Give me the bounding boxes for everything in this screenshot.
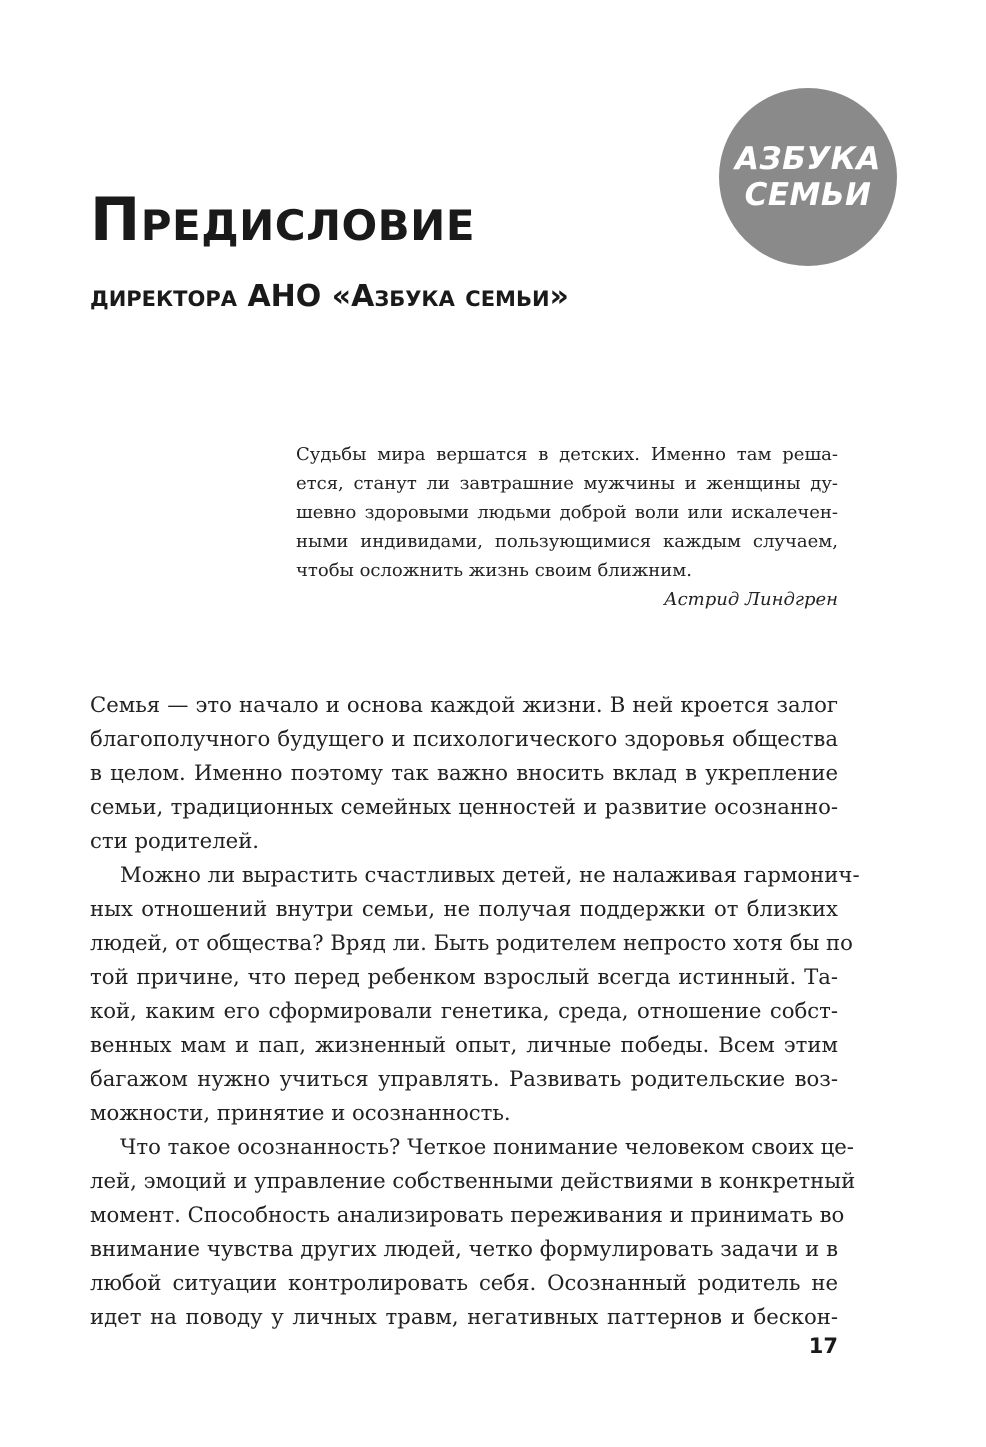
- azbuka-semyi-logo: [719, 88, 897, 266]
- epigraph: [296, 440, 838, 614]
- body-line: благополучного будущего и психологического здоровья общества: [90, 726, 838, 751]
- body-line: семьи, традиционных семейных ценностей и развитие осознанно-: [90, 794, 838, 819]
- body-line: Семья — это начало и основа каждой жизни. В ней кроется залог: [90, 692, 838, 717]
- body-line: багажом нужно учиться управлять. Развивать родительские воз-: [90, 1066, 838, 1091]
- body-line: лей, эмоций и управление собственными действиями в конкретный: [90, 1168, 856, 1193]
- body-line: в целом. Именно поэтому так важно вносить вклад в укрепление: [90, 760, 838, 785]
- body-line: сти родителей.: [90, 828, 260, 853]
- epigraph-line: шевно здоровыми людьми доброй воли или искалечен-: [296, 502, 838, 523]
- body-line: идет на поводу у личных травм, негативных паттернов и бескон-: [90, 1304, 838, 1329]
- body-line: момент. Способность анализировать переживания и принимать во: [90, 1202, 845, 1227]
- body-line: людей, от общества? Вряд ли. Быть родителем непросто хотя бы по: [90, 930, 853, 955]
- logo-line-1: АЗБУКА: [735, 141, 881, 177]
- page-subtitle: директора АНО «Азбука семьи»: [90, 279, 569, 314]
- body-line: любой ситуации контролировать себя. Осознанный родитель не: [90, 1270, 838, 1295]
- body-line: можности, принятие и осознанность.: [90, 1100, 511, 1125]
- body-line: ных отношений внутри семьи, не получая поддержки от близких: [90, 896, 838, 921]
- epigraph-line: ется, станут ли завтрашние мужчины и женщины ду-: [296, 473, 838, 494]
- epigraph-line: ными индивидами, пользующимися каждым случаем,: [296, 531, 838, 552]
- epigraph-author: Астрид Линдгрен: [663, 589, 838, 610]
- body-line: той причине, что перед ребенком взрослый всегда истинный. Та-: [90, 964, 838, 989]
- epigraph-line: чтобы осложнить жизнь своим ближним.: [296, 560, 693, 581]
- body-line: Можно ли вырастить счастливых детей, не налаживая гармонич-: [120, 862, 860, 887]
- body-line: Что такое осознанность? Четкое понимание человеком своих це-: [120, 1134, 854, 1159]
- page-title: Предисловие: [90, 185, 476, 255]
- body-text: [90, 688, 860, 1334]
- body-line: внимание чувства других людей, четко формулировать задачи и в: [90, 1236, 838, 1261]
- body-line: венных мам и пап, жизненный опыт, личные победы. Всем этим: [90, 1032, 838, 1057]
- body-line: кой, каким его сформировали генетика, среда, отношение собст-: [90, 998, 838, 1023]
- logo-line-2: СЕМЬИ: [744, 177, 872, 213]
- epigraph-line: Судьбы мира вершатся в детских. Именно там реша-: [296, 444, 838, 465]
- page-number: 17: [808, 1334, 838, 1358]
